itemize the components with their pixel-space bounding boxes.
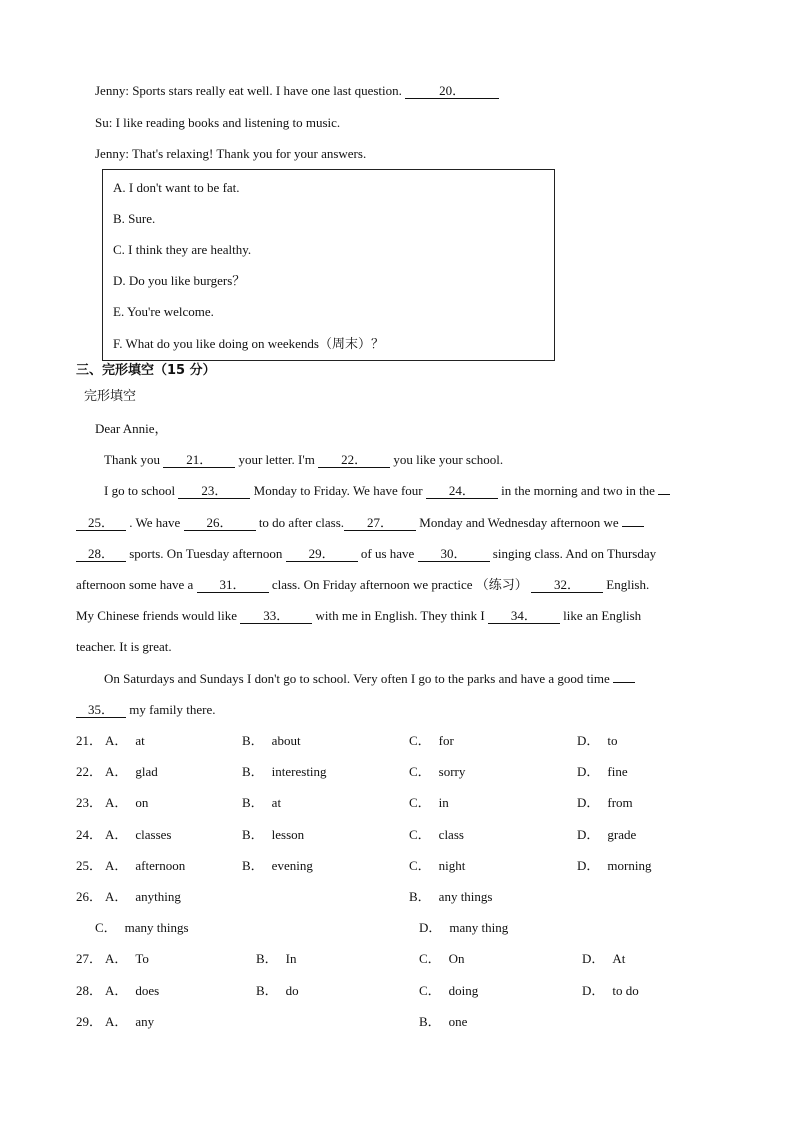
answer-blank-30[interactable]: 30．: [418, 546, 490, 562]
letter-line: My Chinese friends would like 33． with me in English. They think I 34． like an English: [76, 608, 642, 623]
letter-line: 25． . We have 26． to do after class. 27． Monday and Wednesday afternoon we: [76, 515, 644, 531]
question-number: 23．: [76, 795, 103, 810]
choice-d[interactable]: D． to: [577, 733, 618, 748]
section-heading: 三、完形填空（15 分）: [76, 363, 216, 378]
letter-line: On Saturdays and Sundays I don't go to school. Very often I go to the parks and have a good time: [104, 671, 635, 687]
answer-blank-35-start[interactable]: [613, 682, 635, 683]
choice-b[interactable]: B． In: [256, 951, 297, 966]
dialogue-line-su: Su: I like reading books and listening to music.: [95, 115, 341, 130]
choice-a[interactable]: A． classes: [105, 827, 172, 842]
answer-blank-28[interactable]: 28．: [76, 546, 126, 562]
letter-line: I go to school 23． Monday to Friday. We have four 24． in the morning and two in the: [104, 483, 670, 499]
choice-a[interactable]: A． on: [105, 795, 149, 810]
dialogue-line-jenny-2: Jenny: That's relaxing! Thank you for your answers.: [95, 146, 367, 161]
dialogue-line-jenny-1: [95, 83, 499, 99]
choice-b[interactable]: B． evening: [242, 858, 313, 873]
choice-d[interactable]: D． morning: [577, 858, 652, 873]
choice-d[interactable]: D． many thing: [419, 920, 509, 935]
section-subheading: 完形填空: [84, 389, 137, 404]
question-number: 22．: [76, 764, 103, 779]
question-number: 29．: [76, 1014, 103, 1029]
choice-b[interactable]: B． any things: [409, 889, 493, 904]
choice-a[interactable]: A． anything: [105, 889, 181, 904]
choice-a[interactable]: A． glad: [105, 764, 158, 779]
choice-c[interactable]: C． doing: [419, 983, 479, 998]
choice-b[interactable]: B． do: [256, 983, 299, 998]
letter-line: teacher. It is great.: [76, 639, 172, 654]
choice-a[interactable]: A． any: [105, 1014, 155, 1029]
question-number: 21．: [76, 733, 103, 748]
choice-c[interactable]: C． for: [409, 733, 454, 748]
choice-d[interactable]: D． to do: [582, 983, 639, 998]
answer-blank-29[interactable]: 29．: [286, 546, 358, 562]
letter-greeting: Dear Annie，: [95, 421, 168, 436]
choice-b[interactable]: B． interesting: [242, 764, 327, 779]
answer-blank-28-start[interactable]: [622, 526, 644, 527]
answer-blank-26[interactable]: 26．: [184, 515, 256, 531]
choice-d[interactable]: D． At: [582, 951, 626, 966]
choice-d[interactable]: D． fine: [577, 764, 628, 779]
answer-blank-31[interactable]: 31．: [197, 577, 269, 593]
option-a: A. I don't want to be fat.: [113, 180, 240, 195]
choice-c[interactable]: C． On: [419, 951, 465, 966]
choice-c[interactable]: C． many things: [95, 920, 189, 935]
choice-b[interactable]: B． one: [419, 1014, 468, 1029]
answer-blank-33[interactable]: 33．: [240, 608, 312, 624]
choice-a[interactable]: A． does: [105, 983, 160, 998]
question-number: 27．: [76, 951, 103, 966]
answer-blank-22[interactable]: 22．: [318, 452, 390, 468]
letter-line: 35． my family there.: [76, 702, 216, 718]
option-f: F. What do you like doing on weekends（周末）？: [113, 336, 384, 351]
option-d: D. Do you like burgers？: [113, 273, 246, 288]
answer-blank-21[interactable]: 21．: [163, 452, 235, 468]
choice-c[interactable]: C． sorry: [409, 764, 466, 779]
choice-b[interactable]: B． at: [242, 795, 282, 810]
answer-blank-34[interactable]: 34．: [488, 608, 560, 624]
answer-blank-24[interactable]: 24．: [426, 483, 498, 499]
choice-c[interactable]: C． night: [409, 858, 466, 873]
choice-b[interactable]: B． lesson: [242, 827, 305, 842]
answer-blank-25-start[interactable]: [658, 494, 670, 495]
choice-a[interactable]: A． at: [105, 733, 145, 748]
letter-line: 28． sports. On Tuesday afternoon 29． of us have 30． singing class. And on Thursday: [76, 546, 656, 562]
answer-blank-25[interactable]: 25．: [76, 515, 126, 531]
choice-d[interactable]: D． from: [577, 795, 633, 810]
choice-a[interactable]: A． afternoon: [105, 858, 186, 873]
choice-b[interactable]: B． about: [242, 733, 301, 748]
choice-c[interactable]: C． in: [409, 795, 449, 810]
option-b: B. Sure.: [113, 211, 156, 226]
option-e: E. You're welcome.: [113, 304, 214, 319]
choice-d[interactable]: D． grade: [577, 827, 637, 842]
choice-a[interactable]: A． To: [105, 951, 149, 966]
answer-blank-20[interactable]: 20．: [405, 83, 499, 99]
options-box: [102, 169, 555, 361]
dialogue-text: Jenny: Sports stars really eat well. I have one last question.: [95, 83, 406, 98]
answer-blank-32[interactable]: 32．: [531, 577, 603, 593]
question-number: 25．: [76, 858, 103, 873]
letter-line: afternoon some have a 31． class. On Friday afternoon we practice （练习） 32． English.: [76, 577, 650, 592]
question-number: 28．: [76, 983, 103, 998]
option-c: C. I think they are healthy.: [113, 242, 252, 257]
answer-blank-27[interactable]: 27．: [344, 515, 416, 531]
question-number: 26．: [76, 889, 103, 904]
answer-blank-35[interactable]: 35．: [76, 702, 126, 718]
choice-c[interactable]: C． class: [409, 827, 464, 842]
question-number: 24．: [76, 827, 103, 842]
answer-blank-23[interactable]: 23．: [178, 483, 250, 499]
letter-line: Thank you 21． your letter. I'm 22． you like your school.: [104, 452, 504, 467]
